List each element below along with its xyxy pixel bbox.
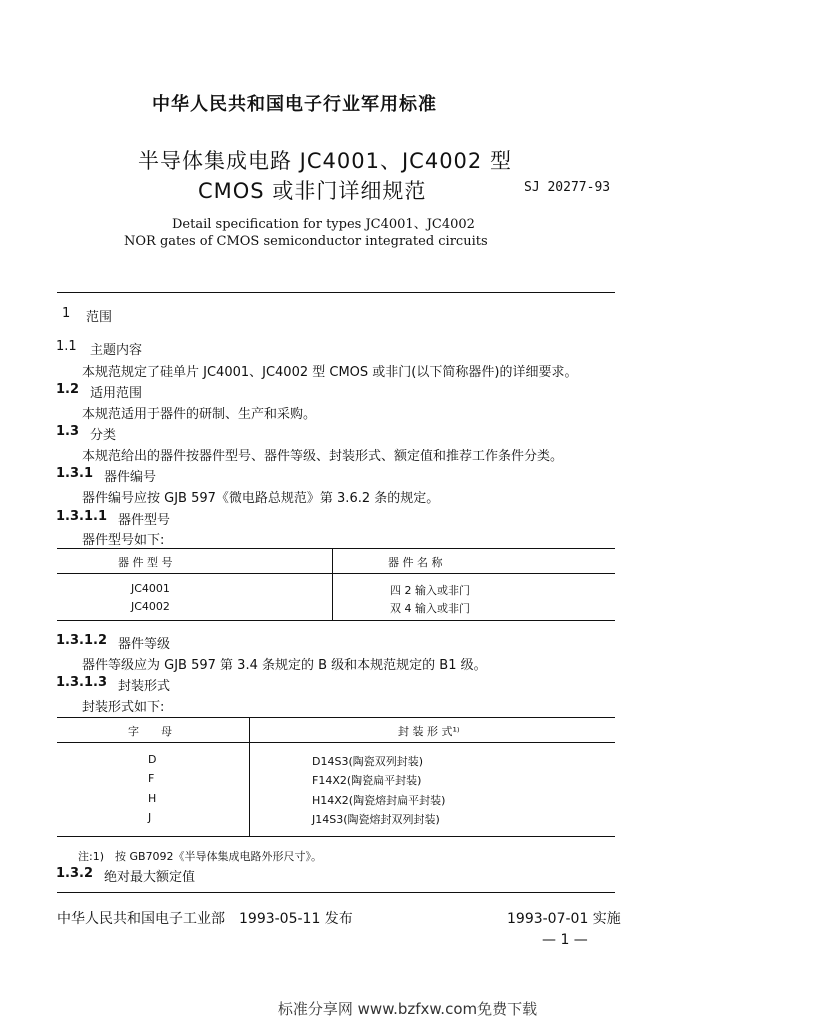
package-row-4-letter: J bbox=[148, 811, 152, 824]
section-1-number: 1 bbox=[62, 306, 71, 321]
package-table-top-rule bbox=[57, 717, 615, 718]
package-table-header-letter: 字 母 bbox=[128, 725, 172, 738]
title-line-1: 半导体集成电路 JC4001、JC4002 型 bbox=[138, 149, 512, 173]
issuer-and-release-date: 中华人民共和国电子工业部 1993-05-11 发布 bbox=[57, 911, 353, 927]
package-table-column-divider bbox=[249, 717, 250, 836]
device-table-top-rule bbox=[57, 548, 615, 549]
standard-number: SJ 20277-93 bbox=[524, 180, 611, 195]
package-row-2-form: F14X2(陶瓷扁平封装) bbox=[312, 774, 422, 787]
section-1-2-title: 适用范围 bbox=[90, 386, 143, 401]
package-row-3-letter: H bbox=[148, 792, 157, 805]
device-table-bottom-rule bbox=[57, 620, 615, 621]
section-1-3-1-3-title: 封装形式 bbox=[118, 679, 171, 694]
watermark: 标准分享网 www.bzfxw.com免费下载 bbox=[277, 1000, 538, 1018]
package-table-bottom-rule bbox=[57, 836, 615, 837]
device-row-2-model: JC4002 bbox=[131, 600, 170, 613]
device-row-1-name: 四 2 输入或非门 bbox=[390, 584, 470, 597]
device-row-2-name: 双 4 输入或非门 bbox=[390, 602, 470, 615]
title-line-2: CMOS 或非门详细规范 bbox=[198, 179, 427, 203]
section-1-3-number: 1.3 bbox=[56, 424, 80, 439]
package-table-header-form: 封 装 形 式¹⁾ bbox=[398, 725, 460, 738]
section-1-3-2-title: 绝对最大额定值 bbox=[104, 870, 196, 885]
package-row-1-letter: D bbox=[148, 753, 157, 766]
section-1-3-1-1-number: 1.3.1.1 bbox=[56, 509, 107, 524]
section-1-3-1-1-body: 器件型号如下: bbox=[82, 533, 165, 548]
section-1-3-title: 分类 bbox=[90, 428, 117, 443]
section-1-3-1-3-number: 1.3.1.3 bbox=[56, 675, 107, 690]
section-1-2-body: 本规范适用于器件的研制、生产和采购。 bbox=[82, 407, 317, 422]
device-table-header-name: 器 件 名 称 bbox=[388, 556, 443, 569]
section-1-1-number: 1.1 bbox=[56, 339, 77, 354]
section-1-3-1-1-title: 器件型号 bbox=[118, 513, 171, 528]
footer-divider bbox=[57, 892, 615, 893]
section-1-3-1-3-body: 封装形式如下: bbox=[82, 700, 165, 715]
section-1-3-1-2-title: 器件等级 bbox=[118, 637, 171, 652]
package-table-note: 注:1) 按 GB7092《半导体集成电路外形尺寸》。 bbox=[78, 850, 323, 863]
section-1-3-2-number: 1.3.2 bbox=[56, 866, 94, 881]
section-1-1-body: 本规范规定了硅单片 JC4001、JC4002 型 CMOS 或非门(以下简称器件)的详细要求。 bbox=[82, 365, 578, 380]
package-row-2-letter: F bbox=[148, 772, 155, 785]
english-title-line-1: Detail specification for types JC4001、JC4002 bbox=[172, 217, 475, 232]
device-table-header-rule bbox=[57, 573, 615, 574]
section-1-title: 范围 bbox=[86, 310, 113, 325]
section-1-3-1-2-number: 1.3.1.2 bbox=[56, 633, 107, 648]
english-title-line-2: NOR gates of CMOS semiconductor integrated circuits bbox=[124, 234, 488, 249]
section-1-2-number: 1.2 bbox=[56, 382, 80, 397]
page-number: — 1 — bbox=[542, 932, 588, 948]
package-row-4-form: J14S3(陶瓷熔封双列封装) bbox=[312, 813, 440, 826]
package-row-3-form: H14X2(陶瓷熔封扁平封装) bbox=[312, 794, 446, 807]
section-1-3-1-2-body: 器件等级应为 GJB 597 第 3.4 条规定的 B 级和本规范规定的 B1 级。 bbox=[82, 658, 487, 673]
section-1-3-1-title: 器件编号 bbox=[104, 470, 157, 485]
device-table-header-model: 器 件 型 号 bbox=[118, 556, 173, 569]
package-row-1-form: D14S3(陶瓷双列封装) bbox=[312, 755, 424, 768]
section-1-3-1-number: 1.3.1 bbox=[56, 466, 94, 481]
package-table-header-rule bbox=[57, 742, 615, 743]
header-divider bbox=[57, 292, 615, 293]
section-1-3-1-body: 器件编号应按 GJB 597《微电路总规范》第 3.6.2 条的规定。 bbox=[82, 491, 440, 506]
section-1-3-body: 本规范给出的器件按器件型号、器件等级、封装形式、额定值和推荐工作条件分类。 bbox=[82, 449, 564, 464]
effective-date: 1993-07-01 实施 bbox=[507, 911, 621, 927]
standard-category: 中华人民共和国电子行业军用标准 bbox=[152, 94, 437, 115]
device-row-1-model: JC4001 bbox=[131, 582, 170, 595]
device-table-column-divider bbox=[332, 548, 333, 620]
section-1-1-title: 主题内容 bbox=[90, 343, 143, 358]
